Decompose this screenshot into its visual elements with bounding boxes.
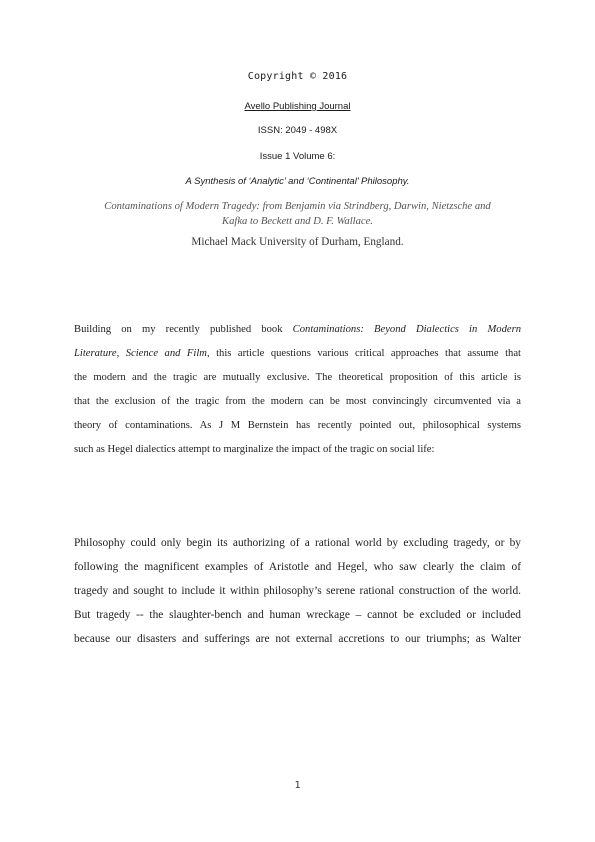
- paragraph-line: such as Hegel dialectics attempt to marginalize the impact of the tragic on social life:: [74, 444, 435, 455]
- issn: ISSN: 2049 - 498X: [257, 125, 338, 136]
- paragraph-line: that the exclusion of the tragic from the modern can be most convincingly circumvented via a: [74, 396, 521, 407]
- quote-line: Philosophy could only begin its authorizing of a rational world by excluding tragedy, or by: [74, 537, 521, 549]
- book-title-run: Literature, Science and Film: [74, 348, 207, 359]
- quote-line: following the magnificent examples of Aristotle and Hegel, who saw clearly the claim of: [74, 561, 521, 573]
- issue-theme: A Synthesis of ‘Analytic’ and ‘Continental’ Philosophy.: [185, 176, 410, 187]
- article-title-line-2: Kafka to Beckett and D. F. Wallace.: [222, 216, 373, 227]
- author-affiliation: Michael Mack University of Durham, England.: [191, 236, 404, 248]
- paragraph-line: [74, 348, 521, 359]
- quote-line: But tragedy -- the slaughter-bench and human wreckage – cannot be excluded or included: [74, 609, 521, 621]
- paragraph-line: theory of contaminations. As J M Bernstein has recently pointed out, philosophical systems: [74, 420, 521, 431]
- text-run: Building on my recently published book: [74, 324, 293, 335]
- book-title-run: Contaminations: Beyond Dialectics in Modern: [292, 324, 521, 335]
- page-number: 1: [294, 780, 301, 791]
- text-run: , this article questions various critical approaches that assume that: [206, 348, 521, 359]
- journal-name: Avello Publishing Journal: [244, 101, 351, 112]
- article-title-line-1: Contaminations of Modern Tragedy: from Benjamin via Strindberg, Darwin, Nietzsche and: [104, 201, 491, 212]
- paragraph-line: [74, 324, 521, 335]
- quote-line: because our disasters and sufferings are not external accretions to our triumphs; as Walter: [74, 633, 521, 645]
- copyright-line: Copyright © 2016: [247, 71, 348, 82]
- quote-line: tragedy and sought to include it within philosophy’s serene rational construction of the world.: [74, 585, 521, 597]
- issue-volume: Issue 1 Volume 6:: [259, 151, 336, 162]
- paragraph-line: the modern and the tragic are mutually exclusive. The theoretical proposition of this article is: [74, 372, 521, 383]
